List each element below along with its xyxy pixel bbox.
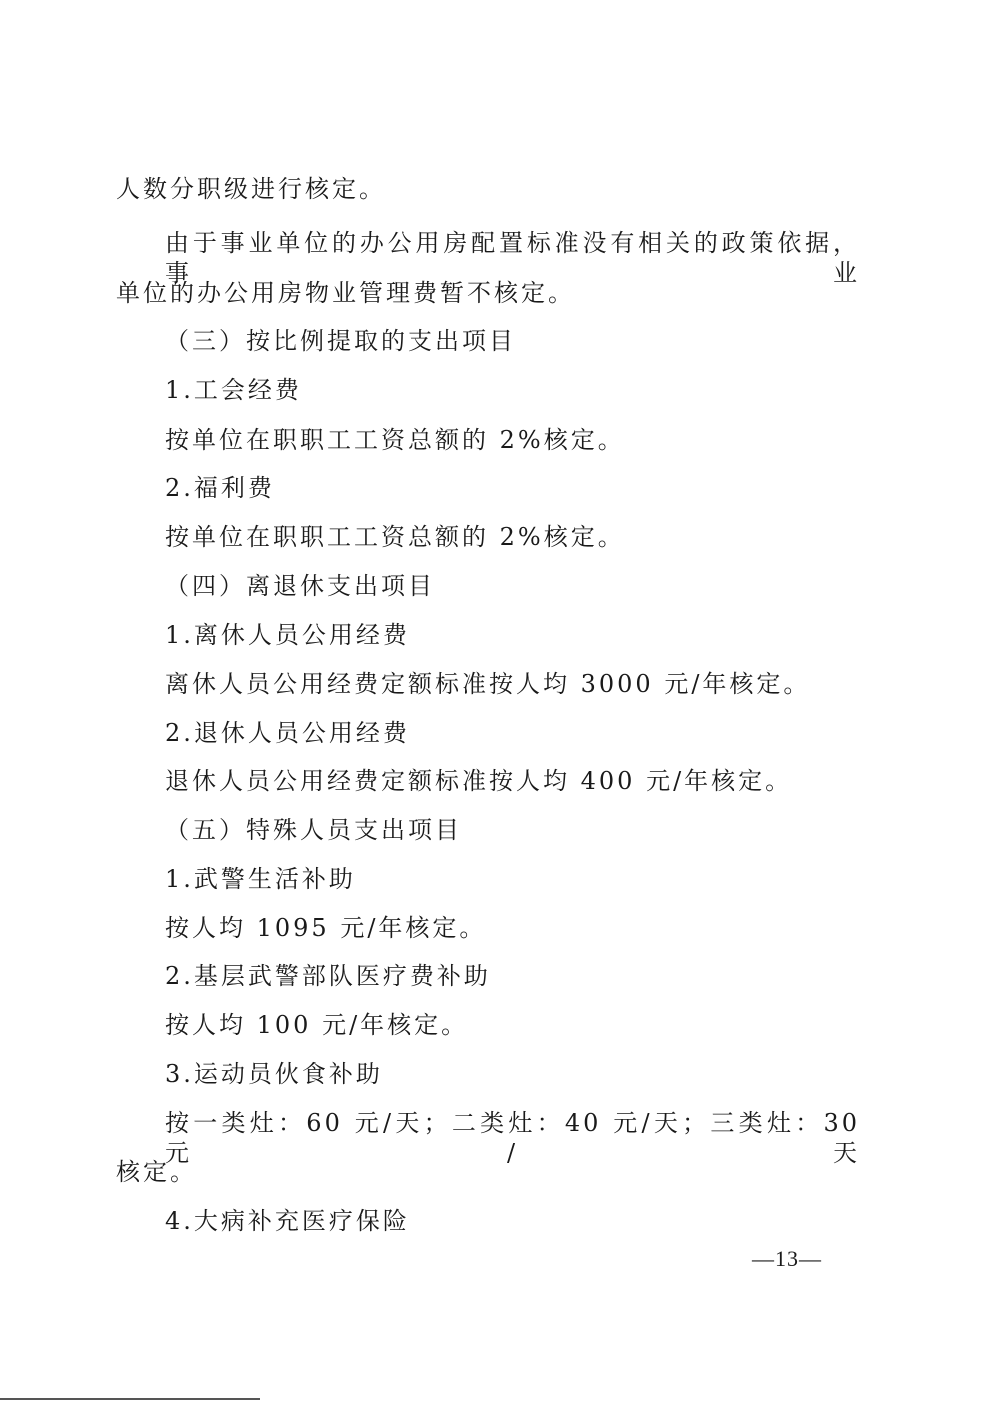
paragraph-line: 按单位在职职工工资总额的 2%核定。 [165,523,625,551]
subsection-heading: 1.离休人员公用经费 [165,621,410,649]
section-heading: （五）特殊人员支出项目 [165,816,462,844]
subsection-heading: 4.大病补充医疗保险 [165,1207,410,1235]
paragraph-line: 按人均 100 元/年核定。 [165,1011,469,1039]
paragraph-line: 退休人员公用经费定额标准按人均 400 元/年核定。 [165,767,793,795]
scan-edge-line [0,1398,260,1400]
paragraph-line: 按一类灶：60 元/天；二类灶：40 元/天；三类灶：30 元/天 [165,1109,860,1167]
subsection-heading: 2.福利费 [165,474,275,502]
subsection-heading: 1.武警生活补助 [165,865,356,893]
page-number: —13— [752,1246,822,1271]
subsection-heading: 3.运动员伙食补助 [165,1060,383,1088]
subsection-heading: 2.基层武警部队医疗费补助 [165,962,491,990]
paragraph-line: 人数分职级进行核定。 [116,175,386,203]
paragraph-line: 按人均 1095 元/年核定。 [165,914,487,942]
section-heading: （三）按比例提取的支出项目 [165,327,516,355]
paragraph-line: 离休人员公用经费定额标准按人均 3000 元/年核定。 [165,670,811,698]
paragraph-line: 单位的办公用房物业管理费暂不核定。 [116,279,575,307]
section-heading: （四）离退休支出项目 [165,572,435,600]
paragraph-line: 按单位在职职工工资总额的 2%核定。 [165,426,625,454]
subsection-heading: 1.工会经费 [165,376,302,404]
subsection-heading: 2.退休人员公用经费 [165,719,410,747]
paragraph-line: 由于事业单位的办公用房配置标准没有相关的政策依据，事业 [165,229,860,287]
paragraph-line: 核定。 [116,1158,197,1186]
